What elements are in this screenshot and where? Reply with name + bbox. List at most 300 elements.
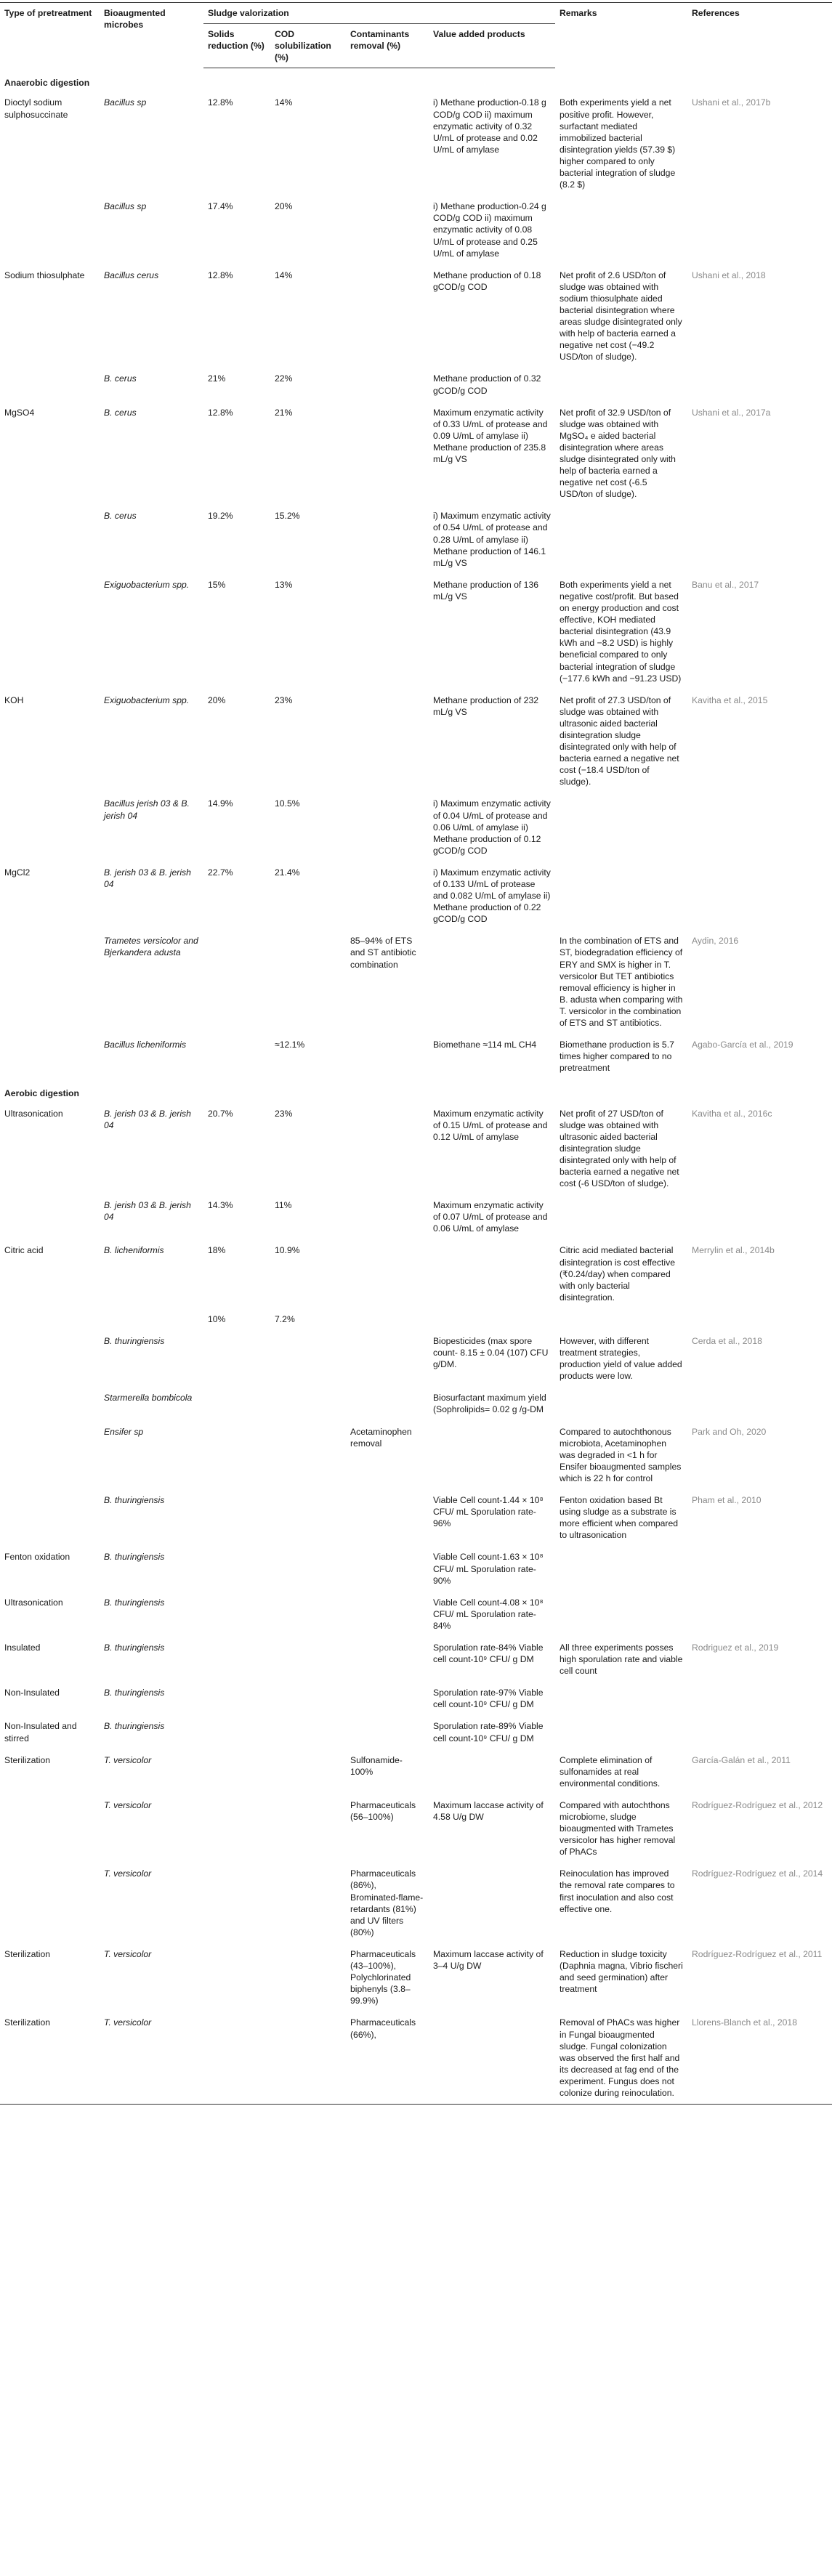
cell-pretreatment: [0, 1330, 100, 1387]
cell-value-added-products: Maximum laccase activity of 4.58 U/g DW: [433, 1799, 544, 1822]
section-title: Aerobic digestion: [4, 1088, 79, 1099]
cell-cod-solubilization: 14%: [275, 97, 293, 108]
header-value-added-products: Value added products: [429, 24, 555, 68]
cell-microbes: [100, 1682, 203, 1715]
microbe-name: Starmerella bombicola: [104, 1393, 193, 1404]
header-solids-reduction: Solids reduction (%): [203, 24, 270, 68]
cell-microbes: [100, 1034, 203, 1079]
microbe-name: Bacillus sp: [104, 97, 147, 108]
cell-contaminants-removal: [346, 1592, 429, 1637]
cell-contaminants-removal: Pharmaceuticals (86%), Brominated-flame-retardants (81%) and UV filters (80%): [350, 1868, 424, 1937]
cell-microbes: [100, 402, 203, 506]
cell-value-added-products: Biopesticides (max spore count- 8.15 ± 0.04 (107) CFU g/DM.: [433, 1336, 549, 1370]
table-row: [0, 1592, 832, 1637]
cell-references: Park and Oh, 2020: [692, 1426, 767, 1437]
table-row: [0, 1637, 832, 1682]
cell-pretreatment: [0, 1387, 100, 1420]
cell-cod-solubilization: [270, 1546, 346, 1591]
cell-microbes: [100, 930, 203, 1034]
table-row: [0, 1103, 832, 1195]
cell-value-added-products: Viable Cell count-4.08 × 10⁸ CFU/ mL Sporulation rate-84%: [433, 1597, 544, 1631]
cell-pretreatment: MgCl2: [4, 867, 31, 878]
cell-cod-solubilization: 20%: [275, 201, 293, 212]
microbe-name: B. thuringiensis: [104, 1495, 165, 1506]
cell-solids-reduction: [203, 1863, 270, 1943]
cell-value-added-products: Sporulation rate-97% Viable cell count-10⁹ CFU/ g DM: [433, 1688, 544, 1710]
cell-pretreatment: Ultrasonication: [4, 1108, 63, 1119]
cell-microbes: [100, 1330, 203, 1387]
cell-contaminants-removal: [346, 1387, 429, 1420]
microbe-name: B. cerus: [104, 373, 137, 384]
cell-cod-solubilization: 13%: [275, 579, 293, 590]
microbe-name: T. versicolor: [104, 2017, 152, 2028]
cell-cod-solubilization: ≈12.1%: [275, 1040, 305, 1050]
table-row: [0, 1194, 832, 1239]
cell-value-added-products: [429, 1239, 555, 1308]
cell-references: Cerda et al., 2018: [692, 1336, 762, 1346]
cell-microbes: [100, 505, 203, 573]
cell-contaminants-removal: [346, 1637, 429, 1682]
cell-solids-reduction: 17.4%: [208, 201, 233, 212]
cell-references: Ushani et al., 2018: [692, 270, 766, 280]
table-row: [0, 1749, 832, 1794]
cell-contaminants-removal: [346, 1682, 429, 1715]
cell-contaminants-removal: [346, 1239, 429, 1308]
microbe-name: Exiguobacterium spp.: [104, 579, 190, 590]
cell-solids-reduction: 12.8%: [208, 407, 233, 418]
cell-cod-solubilization: [270, 1715, 346, 1749]
cell-pretreatment: Insulated: [4, 1642, 41, 1653]
cell-solids-reduction: [203, 1715, 270, 1749]
cell-contaminants-removal: [346, 264, 429, 368]
cell-cod-solubilization: [270, 2012, 346, 2104]
cell-remarks: Net profit of 27.3 USD/ton of sludge was obtained with ultrasonic aided bacterial disintegration sludge disintegrated only with help of bacteria earned a negative net cost (−18.4 USD/ton of sludge).: [560, 694, 679, 787]
section-title: Anaerobic digestion: [4, 78, 90, 89]
cell-microbes: [100, 1592, 203, 1637]
header-cod-solubilization: COD solubilization (%): [270, 24, 346, 68]
cell-references: Agabo-García et al., 2019: [692, 1040, 793, 1050]
table-row: [0, 574, 832, 689]
table-row: [0, 505, 832, 573]
header-pretreatment: Type of pretreatment: [0, 3, 100, 68]
cell-microbes: [100, 264, 203, 368]
cell-contaminants-removal: [346, 402, 429, 506]
cell-cod-solubilization: 11%: [275, 1200, 292, 1211]
cell-cod-solubilization: 7.2%: [275, 1313, 295, 1324]
cell-microbes: [100, 1103, 203, 1195]
cell-remarks: Net profit of 2.6 USD/ton of sludge was obtained with sodium thiosulphate aided bacterial disintegration where areas sludge disintegrated only with help of bacteria earned a negative net cost (−49.2 USD/ton of sludge).: [560, 270, 682, 362]
cell-remarks: Biomethane production is 5.7 times higher compared to no pretreatment: [560, 1040, 674, 1074]
cell-cod-solubilization: [270, 1592, 346, 1637]
cell-remarks: [555, 1308, 687, 1330]
cell-pretreatment: [0, 505, 100, 573]
cell-pretreatment: Sterilization: [4, 1754, 50, 1765]
cell-pretreatment: [0, 793, 100, 861]
cell-remarks: Both experiments yield a net positive profit. However, surfactant mediated immobilized bacterial disintegration yields (57.39 $) higher compared to only bacterial integration of sludge (8.2 $): [560, 97, 676, 190]
cell-remarks: [555, 368, 687, 401]
microbe-name: Bacillus jerish 03 & B. jerish 04: [104, 798, 190, 821]
table-row: [0, 793, 832, 861]
cell-contaminants-removal: Pharmaceuticals (43–100%), Polychlorinated biphenyls (3.8–99.9%): [350, 1948, 416, 2006]
cell-pretreatment: Ultrasonication: [4, 1597, 63, 1608]
cell-value-added-products: Methane production of 232 mL/g VS: [433, 694, 539, 717]
cell-microbes: [100, 862, 203, 930]
cell-value-added-products: [429, 1749, 555, 1794]
cell-remarks: Both experiments yield a net negative cost/profit. But based on energy production and cost effective, KOH mediated bacterial disintegration (43.9 kWh and −8.2 USD) is highly beneficial compared to only bacterial integration of sludge (−177.6 kWh and −91.23 USD): [560, 579, 682, 684]
cell-microbes: [100, 1387, 203, 1420]
table-row: [0, 1943, 832, 2012]
cell-references: [687, 1682, 832, 1715]
cell-solids-reduction: 22.7%: [208, 867, 233, 878]
cell-value-added-products: Methane production of 136 mL/g VS: [433, 579, 539, 602]
cell-cod-solubilization: 23%: [275, 1108, 293, 1119]
cell-contaminants-removal: [346, 1034, 429, 1079]
cell-value-added-products: Biomethane ≈114 mL CH4: [433, 1040, 537, 1050]
cell-remarks: Net profit of 27 USD/ton of sludge was obtained with ultrasonic aided bacterial disintegration sludge disintegrated only with help of bacteria earned a negative net cost (-6 USD/ton of sludge).: [560, 1108, 679, 1189]
microbe-name: B. jerish 03 & B. jerish 04: [104, 1108, 191, 1130]
header-microbes: Bioaugmented microbes: [100, 3, 203, 68]
cell-solids-reduction: [203, 1749, 270, 1794]
table-row: [0, 195, 832, 264]
cell-cod-solubilization: [270, 1637, 346, 1682]
cell-remarks: Reinoculation has improved the removal rate compares to first inoculation and also cost effective one.: [560, 1868, 675, 1914]
microbe-name: B. thuringiensis: [104, 1642, 165, 1653]
cell-pretreatment: [0, 1308, 100, 1330]
microbe-name: T. versicolor: [104, 1799, 152, 1810]
cell-references: [687, 1546, 832, 1591]
cell-solids-reduction: 19.2%: [208, 511, 233, 522]
cell-references: Merrylin et al., 2014b: [692, 1245, 775, 1256]
cell-remarks: Net profit of 32.9 USD/ton of sludge was obtained with MgSO₄ e aided bacterial disintegration where areas sludge disintegrated only with help of bacteria earned a negative net cost (-6.5 USD/ton of sludge).: [560, 407, 676, 500]
cell-remarks: [555, 1715, 687, 1749]
cell-solids-reduction: [203, 1682, 270, 1715]
cell-pretreatment: [0, 195, 100, 264]
cell-remarks: [555, 1387, 687, 1420]
cell-pretreatment: Fenton oxidation: [4, 1552, 70, 1563]
cell-solids-reduction: [203, 1330, 270, 1387]
cell-contaminants-removal: [346, 1103, 429, 1195]
cell-contaminants-removal: [346, 92, 429, 195]
cell-solids-reduction: [203, 2012, 270, 2104]
cell-contaminants-removal: Pharmaceuticals (56–100%): [350, 1799, 416, 1822]
cell-remarks: Removal of PhACs was higher in Fungal bioaugmented sludge. Fungal colonization was observed the first half and its decreased at fag end of the experiment. Fungus does not colonize during reinoculation.: [555, 2012, 687, 2104]
microbe-name: B. thuringiensis: [104, 1597, 165, 1608]
cell-solids-reduction: [203, 1546, 270, 1591]
cell-value-added-products: i) Methane production-0.18 g COD/g COD ii) maximum enzymatic activity of 0.32 U/mL of protease and 0.02 U/mL of amylase: [433, 97, 546, 155]
cell-pretreatment: Citric acid: [4, 1245, 44, 1256]
cell-references: [687, 368, 832, 401]
cell-references: Rodríguez-Rodríguez et al., 2012: [692, 1799, 823, 1810]
cell-value-added-products: i) Methane production-0.24 g COD/g COD ii) maximum enzymatic activity of 0.08 U/mL of protease and 0.25 U/mL of amylase: [433, 201, 546, 259]
cell-cod-solubilization: [270, 1943, 346, 2012]
cell-references: Rodríguez-Rodríguez et al., 2014: [692, 1868, 823, 1879]
cell-contaminants-removal: [346, 368, 429, 401]
cell-cod-solubilization: [270, 1387, 346, 1420]
cell-pretreatment: Dioctyl sodium sulphosuccinate: [4, 97, 68, 120]
cell-cod-solubilization: [270, 1863, 346, 1943]
table-row: [0, 1489, 832, 1546]
cell-remarks: All three experiments posses high sporulation rate and viable cell count: [560, 1642, 683, 1677]
cell-microbes: [100, 1421, 203, 1489]
cell-references: Ushani et al., 2017a: [692, 407, 771, 418]
cell-remarks: [555, 1194, 687, 1239]
microbe-name: Ensifer sp: [104, 1426, 144, 1437]
cell-references: García-Galán et al., 2011: [692, 1754, 791, 1765]
microbe-name: B. thuringiensis: [104, 1552, 165, 1563]
microbe-name: B. licheniformis: [104, 1245, 164, 1256]
cell-references: [687, 1715, 832, 1749]
cell-cod-solubilization: 22%: [275, 373, 293, 384]
microbe-name: T. versicolor: [104, 1868, 152, 1879]
cell-contaminants-removal: [346, 505, 429, 573]
cell-solids-reduction: 14.9%: [208, 798, 233, 809]
cell-cod-solubilization: [270, 1794, 346, 1863]
cell-references: [687, 1387, 832, 1420]
table-row: [0, 689, 832, 793]
cell-remarks: [555, 505, 687, 573]
microbe-name: B. thuringiensis: [104, 1688, 165, 1698]
cell-cod-solubilization: 23%: [275, 694, 293, 705]
cell-cod-solubilization: [270, 1421, 346, 1489]
cell-solids-reduction: 12.8%: [208, 97, 233, 108]
cell-contaminants-removal: [346, 862, 429, 930]
cell-pretreatment: Sodium thiosulphate: [4, 270, 85, 280]
table-row: [0, 1308, 832, 1330]
cell-references: Aydin, 2016: [692, 936, 739, 947]
cell-microbes: [100, 1239, 203, 1308]
cell-pretreatment: Sterilization: [0, 2012, 100, 2104]
cell-solids-reduction: [203, 1592, 270, 1637]
cell-remarks: [555, 862, 687, 930]
cell-remarks: [555, 1546, 687, 1591]
cell-solids-reduction: 21%: [208, 373, 226, 384]
cell-solids-reduction: [203, 1637, 270, 1682]
cell-value-added-products: [429, 1421, 555, 1489]
cell-value-added-products: Maximum laccase activity of 3–4 U/g DW: [433, 1948, 544, 1972]
cell-pretreatment: [0, 1489, 100, 1546]
cell-value-added-products: Methane production of 0.32 gCOD/g COD: [433, 373, 541, 396]
cell-value-added-products: Methane production of 0.18 gCOD/g COD: [433, 270, 541, 292]
cell-microbes: [100, 574, 203, 689]
cell-references: Ushani et al., 2017b: [692, 97, 771, 108]
cell-value-added-products: Sporulation rate-84% Viable cell count-10⁹ CFU/ g DM: [433, 1642, 544, 1665]
cell-cod-solubilization: [270, 1749, 346, 1794]
table-row: [0, 92, 832, 195]
cell-pretreatment: [0, 1421, 100, 1489]
cell-solids-reduction: 18%: [208, 1245, 226, 1256]
microbe-name: Trametes versicolor and Bjerkandera adusta: [104, 936, 198, 958]
cell-value-added-products: i) Maximum enzymatic activity of 0.04 U/mL of protease and 0.06 U/mL of amylase ii) Methane production of 0.12 gCOD/g COD: [433, 798, 551, 856]
cell-pretreatment: [0, 1034, 100, 1079]
cell-value-added-products: [429, 2012, 555, 2104]
cell-references: [687, 793, 832, 861]
cell-cod-solubilization: [270, 1682, 346, 1715]
cell-contaminants-removal: [346, 574, 429, 689]
cell-solids-reduction: [203, 1489, 270, 1546]
cell-pretreatment: [0, 368, 100, 401]
cell-microbes: [100, 92, 203, 195]
cell-pretreatment: MgSO4: [4, 407, 35, 418]
cell-cod-solubilization: 10.5%: [275, 798, 300, 809]
cell-references: Pham et al., 2010: [692, 1495, 762, 1506]
cell-value-added-products: Maximum enzymatic activity of 0.33 U/mL of protease and 0.09 U/mL of amylase ii) Methane production of 235.8 mL/g VS: [433, 407, 548, 464]
cell-cod-solubilization: 21.4%: [275, 867, 300, 878]
table-row: [0, 1546, 832, 1591]
cell-pretreatment: [0, 1794, 100, 1863]
cell-pretreatment: [0, 1863, 100, 1943]
cell-cod-solubilization: 21%: [275, 407, 293, 418]
header-contaminants-removal: Contaminants removal (%): [346, 24, 429, 68]
cell-microbes: [100, 1489, 203, 1546]
table-header: [0, 3, 832, 68]
cell-contaminants-removal: [346, 1489, 429, 1546]
microbe-name: B. jerish 03 & B. jerish 04: [104, 867, 191, 889]
header-remarks: Remarks: [555, 3, 687, 68]
cell-microbes: [100, 1943, 203, 2012]
cell-microbes: [100, 689, 203, 793]
cell-references: [687, 1592, 832, 1637]
cell-remarks: Compared to autochthonous microbiota, Acetaminophen was degraded in <1 h for Ensifer bioaugmented samples which is 22 h for control: [560, 1426, 682, 1483]
cell-references: Rodriguez et al., 2019: [692, 1642, 779, 1653]
cell-contaminants-removal: [346, 1308, 429, 1330]
cell-solids-reduction: [203, 1034, 270, 1079]
microbe-name: T. versicolor: [104, 1754, 152, 1765]
cell-references: Banu et al., 2017: [692, 579, 759, 590]
cell-pretreatment: [0, 1194, 100, 1239]
cell-references: Kavitha et al., 2016c: [692, 1108, 772, 1119]
cell-contaminants-removal: [346, 195, 429, 264]
header-sludge-valorization: Sludge valorization: [203, 3, 555, 24]
cell-remarks: [555, 793, 687, 861]
cell-remarks: Compared with autochthons microbiome, sludge bioaugmented with Trametes versicolor has higher removal of PhACs: [560, 1799, 676, 1858]
cell-pretreatment: Non-Insulated: [4, 1688, 60, 1698]
table-row: [0, 862, 832, 930]
cell-value-added-products: Viable Cell count-1.63 × 10⁸ CFU/ mL Sporulation rate-90%: [433, 1552, 544, 1586]
cell-value-added-products: Maximum enzymatic activity of 0.15 U/mL of protease and 0.12 U/mL of amylase: [433, 1108, 548, 1142]
cell-contaminants-removal: 85–94% of ETS and ST antibiotic combination: [350, 936, 416, 970]
section-row: [0, 68, 832, 92]
cell-contaminants-removal: [346, 1715, 429, 1749]
table-row: [0, 1682, 832, 1715]
table-row: [0, 1239, 832, 1308]
cell-contaminants-removal: [346, 1194, 429, 1239]
cell-cod-solubilization: 14%: [275, 270, 293, 280]
cell-remarks: [555, 195, 687, 264]
microbe-name: B. thuringiensis: [104, 1721, 165, 1732]
cell-contaminants-removal: Pharmaceuticals (66%),: [346, 2012, 429, 2104]
microbe-name: Exiguobacterium spp.: [104, 694, 190, 705]
microbe-name: Bacillus cerus: [104, 270, 159, 280]
header-references: References: [687, 3, 832, 68]
cell-remarks: In the combination of ETS and ST, biodegradation efficiency of ERY and SMX is higher in T. versicolor But TET antibiotics removal efficiency is higher in B. adusta when comparing with T. versicolor in the combination of ETS and ST antibiotics.: [560, 936, 683, 1029]
cell-solids-reduction: [203, 1421, 270, 1489]
table-row: [0, 1863, 832, 1943]
cell-solids-reduction: 20%: [208, 694, 226, 705]
cell-pretreatment: Non-Insulated and stirred: [4, 1721, 77, 1743]
pretreatment-table: [0, 2, 832, 2105]
cell-solids-reduction: 20.7%: [208, 1108, 233, 1119]
cell-value-added-products: Biosurfactant maximum yield (Sophrolipids= 0.02 g /g-DM: [433, 1393, 546, 1415]
cell-solids-reduction: [203, 1794, 270, 1863]
cell-solids-reduction: 12.8%: [208, 270, 233, 280]
cell-contaminants-removal: Acetaminophen removal: [350, 1426, 412, 1449]
cell-microbes: [100, 2012, 203, 2104]
cell-microbes: [100, 1715, 203, 1749]
microbe-name: T. versicolor: [104, 1948, 152, 1959]
cell-microbes: [100, 1308, 203, 1330]
cell-references: Kavitha et al., 2015: [692, 694, 768, 705]
table-row: [0, 1715, 832, 1749]
cell-pretreatment: [0, 930, 100, 1034]
cell-solids-reduction: [203, 1387, 270, 1420]
cell-microbes: [100, 793, 203, 861]
cell-references: [687, 1308, 832, 1330]
table-row: [0, 2012, 832, 2104]
cell-references: [687, 862, 832, 930]
cell-solids-reduction: [203, 930, 270, 1034]
cell-remarks: Reduction in sludge toxicity (Daphnia magna, Vibrio fischeri and seed germination) after treatment: [560, 1948, 683, 1995]
cell-references: [687, 195, 832, 264]
cell-remarks: Complete elimination of sulfonamides at real environmental conditions.: [560, 1754, 661, 1789]
microbe-name: B. cerus: [104, 407, 137, 418]
table-row: [0, 1034, 832, 1079]
cell-value-added-products: [429, 1308, 555, 1330]
cell-pretreatment: [0, 574, 100, 689]
cell-microbes: [100, 1194, 203, 1239]
cell-contaminants-removal: Sulfonamide-100%: [350, 1754, 403, 1777]
table-row: [0, 1330, 832, 1387]
cell-contaminants-removal: [346, 689, 429, 793]
table-row: [0, 368, 832, 401]
table-row: [0, 1421, 832, 1489]
cell-references: Rodríguez-Rodríguez et al., 2011: [692, 1948, 823, 1959]
cell-value-added-products: [429, 930, 555, 1034]
table-row: [0, 930, 832, 1034]
section-row: [0, 1079, 832, 1102]
cell-references: [687, 1194, 832, 1239]
cell-value-added-products: Sporulation rate-89% Viable cell count-10⁹ CFU/ g DM: [433, 1721, 544, 1743]
cell-microbes: [100, 1637, 203, 1682]
cell-cod-solubilization: 15.2%: [275, 511, 300, 522]
cell-cod-solubilization: 10.9%: [275, 1245, 300, 1256]
cell-references: Llorens-Blanch et al., 2018: [687, 2012, 832, 2104]
microbe-name: B. thuringiensis: [104, 1336, 165, 1346]
cell-remarks: However, with different treatment strategies, production yield of value added products were low.: [560, 1336, 682, 1382]
microbe-name: Bacillus licheniformis: [104, 1040, 187, 1050]
microbe-name: B. cerus: [104, 511, 137, 522]
cell-value-added-products: Viable Cell count-1.44 × 10⁸ CFU/ mL Sporulation rate-96%: [433, 1495, 544, 1529]
cell-remarks: [555, 1592, 687, 1637]
cell-value-added-products: Maximum enzymatic activity of 0.07 U/mL of protease and 0.06 U/mL of amylase: [433, 1200, 548, 1234]
cell-cod-solubilization: [270, 1330, 346, 1387]
cell-value-added-products: [429, 1863, 555, 1943]
cell-microbes: [100, 1794, 203, 1863]
cell-microbes: [100, 1546, 203, 1591]
cell-contaminants-removal: [346, 793, 429, 861]
cell-pretreatment: KOH: [4, 694, 24, 705]
table-body: [0, 68, 832, 2105]
cell-contaminants-removal: [346, 1330, 429, 1387]
cell-cod-solubilization: [270, 1489, 346, 1546]
cell-value-added-products: i) Maximum enzymatic activity of 0.54 U/mL of protease and 0.28 U/mL of amylase ii) Methane production of 146.1 mL/g VS: [433, 511, 551, 568]
cell-pretreatment: Sterilization: [4, 1948, 50, 1959]
microbe-name: Bacillus sp: [104, 201, 147, 212]
table-row: [0, 264, 832, 368]
cell-microbes: [100, 195, 203, 264]
cell-remarks: Citric acid mediated bacterial disintegration is cost effective (₹0.24/day) when compared with only bacterial disintegration.: [560, 1245, 675, 1303]
cell-cod-solubilization: [270, 930, 346, 1034]
cell-solids-reduction: 10%: [208, 1313, 226, 1324]
